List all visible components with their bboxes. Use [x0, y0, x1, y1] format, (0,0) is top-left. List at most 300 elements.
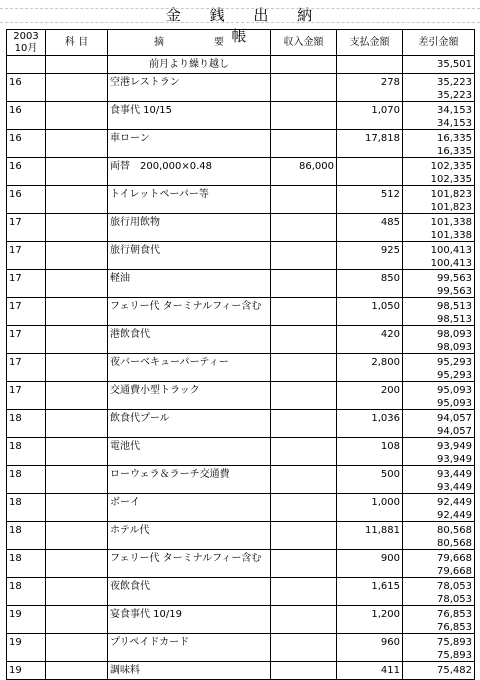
balance-subrow — [7, 315, 475, 326]
transaction-row — [7, 410, 475, 428]
category-cell — [46, 634, 108, 652]
expense-cell — [337, 455, 403, 466]
balance-cell: 76,853 — [403, 606, 475, 624]
expense-cell — [337, 158, 403, 176]
expense-cell — [337, 539, 403, 550]
income-cell — [271, 315, 337, 326]
transaction-row — [7, 634, 475, 652]
day-cell — [7, 427, 46, 438]
day-cell: 17 — [7, 354, 46, 372]
category-cell — [46, 382, 108, 400]
category-cell — [46, 427, 108, 438]
day-cell: 17 — [7, 326, 46, 344]
header-month: 10月 — [14, 42, 38, 54]
expense-cell — [337, 259, 403, 270]
balance-cell: 94,057 — [403, 410, 475, 428]
expense-cell — [337, 203, 403, 214]
balance-cell: 75,482 — [403, 662, 475, 680]
category-cell — [46, 438, 108, 456]
day-cell: 18 — [7, 550, 46, 568]
category-cell — [46, 56, 108, 74]
category-cell — [46, 511, 108, 522]
balance-cell: 76,853 — [403, 623, 475, 634]
day-cell — [7, 91, 46, 102]
expense-cell: 1,200 — [337, 606, 403, 624]
income-cell — [271, 231, 337, 242]
income-cell — [271, 119, 337, 130]
balance-cell: 93,949 — [403, 438, 475, 456]
day-cell — [7, 595, 46, 606]
income-cell — [271, 259, 337, 270]
day-cell: 18 — [7, 438, 46, 456]
category-cell — [46, 606, 108, 624]
balance-cell: 92,449 — [403, 511, 475, 522]
day-cell: 18 — [7, 578, 46, 596]
description-cell: 前月より繰り越し — [108, 56, 271, 74]
day-cell: 19 — [7, 634, 46, 652]
income-cell — [271, 175, 337, 186]
day-cell: 18 — [7, 410, 46, 428]
day-cell: 17 — [7, 298, 46, 316]
transaction-row — [7, 270, 475, 288]
category-cell — [46, 651, 108, 662]
description-cell: 夜飲食代 — [108, 578, 271, 596]
balance-cell: 16,335 — [403, 130, 475, 148]
transaction-row — [7, 74, 475, 92]
day-cell — [7, 315, 46, 326]
expense-cell: 411 — [337, 662, 403, 680]
expense-cell: 17,818 — [337, 130, 403, 148]
balance-subrow — [7, 539, 475, 550]
transaction-row — [7, 186, 475, 204]
expense-cell — [337, 119, 403, 130]
expense-cell — [337, 175, 403, 186]
expense-cell — [337, 567, 403, 578]
description-cell — [108, 539, 271, 550]
income-cell — [271, 634, 337, 652]
transaction-row — [7, 354, 475, 372]
expense-cell — [337, 56, 403, 74]
description-cell — [108, 427, 271, 438]
balance-cell: 35,223 — [403, 74, 475, 92]
income-cell — [271, 623, 337, 634]
day-cell — [7, 203, 46, 214]
description-cell: 空港レストラン — [108, 74, 271, 92]
description-cell — [108, 119, 271, 130]
income-cell — [271, 606, 337, 624]
balance-subrow — [7, 343, 475, 354]
income-cell — [271, 382, 337, 400]
balance-cell: 92,449 — [403, 494, 475, 512]
balance-cell: 98,513 — [403, 298, 475, 316]
balance-subrow — [7, 147, 475, 158]
description-cell — [108, 595, 271, 606]
balance-cell: 79,668 — [403, 567, 475, 578]
expense-cell: 500 — [337, 466, 403, 484]
transaction-row — [7, 522, 475, 540]
day-cell — [7, 539, 46, 550]
day-cell: 17 — [7, 382, 46, 400]
transaction-row — [7, 578, 475, 596]
expense-cell: 850 — [337, 270, 403, 288]
category-cell — [46, 343, 108, 354]
income-cell — [271, 56, 337, 74]
description-cell — [108, 175, 271, 186]
balance-subrow — [7, 259, 475, 270]
day-cell: 16 — [7, 158, 46, 176]
balance-cell: 93,449 — [403, 483, 475, 494]
balance-cell: 99,563 — [403, 287, 475, 298]
income-cell — [271, 427, 337, 438]
description-cell — [108, 315, 271, 326]
income-cell — [271, 595, 337, 606]
day-cell — [7, 231, 46, 242]
balance-cell: 102,335 — [403, 175, 475, 186]
category-cell — [46, 119, 108, 130]
balance-subrow — [7, 203, 475, 214]
expense-cell: 960 — [337, 634, 403, 652]
transaction-row — [7, 214, 475, 232]
expense-cell — [337, 343, 403, 354]
income-cell — [271, 662, 337, 680]
expense-cell: 420 — [337, 326, 403, 344]
expense-cell — [337, 147, 403, 158]
balance-cell: 79,668 — [403, 550, 475, 568]
category-cell — [46, 455, 108, 466]
category-cell — [46, 494, 108, 512]
category-cell — [46, 298, 108, 316]
income-cell — [271, 511, 337, 522]
balance-cell: 93,949 — [403, 455, 475, 466]
day-cell — [7, 511, 46, 522]
category-cell — [46, 231, 108, 242]
expense-cell — [337, 231, 403, 242]
income-cell — [271, 539, 337, 550]
category-cell — [46, 578, 108, 596]
description-cell: 両替 200,000×0.48 — [108, 158, 271, 176]
balance-subrow — [7, 455, 475, 466]
category-cell — [46, 623, 108, 634]
day-cell — [7, 399, 46, 410]
day-cell — [7, 623, 46, 634]
balance-subrow — [7, 427, 475, 438]
day-cell: 17 — [7, 270, 46, 288]
balance-cell: 100,413 — [403, 259, 475, 270]
expense-cell — [337, 483, 403, 494]
income-cell — [271, 438, 337, 456]
category-cell — [46, 147, 108, 158]
transaction-row — [7, 102, 475, 120]
category-cell — [46, 186, 108, 204]
income-cell — [271, 186, 337, 204]
day-cell: 18 — [7, 466, 46, 484]
balance-cell: 101,338 — [403, 231, 475, 242]
description-cell — [108, 483, 271, 494]
balance-cell: 101,338 — [403, 214, 475, 232]
transaction-row — [7, 298, 475, 316]
income-cell — [271, 287, 337, 298]
income-cell — [271, 651, 337, 662]
income-cell — [271, 102, 337, 120]
transaction-row — [7, 550, 475, 568]
description-cell — [108, 455, 271, 466]
header-year: 2003 — [13, 30, 39, 42]
balance-subrow — [7, 483, 475, 494]
balance-subrow — [7, 595, 475, 606]
day-cell — [7, 175, 46, 186]
expense-cell: 1,070 — [337, 102, 403, 120]
balance-subrow — [7, 119, 475, 130]
description-cell: 調味料 — [108, 662, 271, 680]
income-cell — [271, 522, 337, 540]
expense-cell: 278 — [337, 74, 403, 92]
category-cell — [46, 287, 108, 298]
description-cell — [108, 567, 271, 578]
description-cell: 旅行朝食代 — [108, 242, 271, 260]
category-cell — [46, 259, 108, 270]
description-cell: 車ローン — [108, 130, 271, 148]
expense-cell: 200 — [337, 382, 403, 400]
income-cell — [271, 567, 337, 578]
balance-cell: 75,893 — [403, 634, 475, 652]
description-cell — [108, 343, 271, 354]
income-cell — [271, 130, 337, 148]
description-cell: 交通費小型トラック — [108, 382, 271, 400]
balance-cell: 78,053 — [403, 595, 475, 606]
income-cell — [271, 74, 337, 92]
expense-cell: 1,615 — [337, 578, 403, 596]
balance-cell: 34,153 — [403, 119, 475, 130]
income-cell — [271, 242, 337, 260]
expense-cell — [337, 287, 403, 298]
day-cell: 17 — [7, 242, 46, 260]
expense-cell — [337, 623, 403, 634]
category-cell — [46, 102, 108, 120]
description-cell: ホテル代 — [108, 522, 271, 540]
category-cell — [46, 214, 108, 232]
income-cell — [271, 147, 337, 158]
day-cell — [7, 119, 46, 130]
balance-subrow — [7, 371, 475, 382]
expense-cell: 2,800 — [337, 354, 403, 372]
category-cell — [46, 315, 108, 326]
category-cell — [46, 74, 108, 92]
balance-cell: 98,093 — [403, 326, 475, 344]
income-cell — [271, 578, 337, 596]
expense-cell: 512 — [337, 186, 403, 204]
transaction-row — [7, 606, 475, 624]
category-cell — [46, 371, 108, 382]
day-cell — [7, 287, 46, 298]
balance-subrow — [7, 511, 475, 522]
balance-subrow — [7, 567, 475, 578]
balance-cell: 34,153 — [403, 102, 475, 120]
expense-cell: 11,881 — [337, 522, 403, 540]
transaction-row — [7, 438, 475, 456]
description-cell: フェリー代 ターミナルフィー含む — [108, 550, 271, 568]
description-cell: 飲食代プール — [108, 410, 271, 428]
balance-cell: 80,568 — [403, 522, 475, 540]
description-cell: プリペイドカード — [108, 634, 271, 652]
day-cell — [7, 483, 46, 494]
header-expense: 支払金額 — [337, 30, 403, 56]
day-cell: 16 — [7, 186, 46, 204]
balance-subrow — [7, 651, 475, 662]
category-cell — [46, 539, 108, 550]
description-cell: ローウェラ＆ラーチ交通費 — [108, 466, 271, 484]
expense-cell — [337, 371, 403, 382]
balance-cell: 95,093 — [403, 382, 475, 400]
income-cell — [271, 455, 337, 466]
description-cell: 旅行用飲物 — [108, 214, 271, 232]
balance-subrow — [7, 399, 475, 410]
expense-cell — [337, 91, 403, 102]
income-cell — [271, 550, 337, 568]
description-cell — [108, 91, 271, 102]
balance-subrow — [7, 91, 475, 102]
transaction-row — [7, 158, 475, 176]
description-cell: 食事代 10/15 — [108, 102, 271, 120]
expense-cell: 1,000 — [337, 494, 403, 512]
balance-subrow — [7, 231, 475, 242]
header-category: 科 目 — [46, 30, 108, 56]
income-cell — [271, 410, 337, 428]
category-cell — [46, 483, 108, 494]
category-cell — [46, 242, 108, 260]
transaction-row — [7, 382, 475, 400]
transaction-row — [7, 466, 475, 484]
income-cell — [271, 466, 337, 484]
income-cell — [271, 214, 337, 232]
category-cell — [46, 410, 108, 428]
cash-ledger-table — [6, 29, 475, 680]
expense-cell: 1,036 — [337, 410, 403, 428]
category-cell — [46, 354, 108, 372]
transaction-row — [7, 130, 475, 148]
balance-cell: 95,093 — [403, 399, 475, 410]
day-cell: 18 — [7, 494, 46, 512]
description-cell: ボーイ — [108, 494, 271, 512]
day-cell — [7, 343, 46, 354]
income-cell — [271, 270, 337, 288]
income-cell — [271, 203, 337, 214]
carry-over-row — [7, 56, 475, 74]
balance-subrow — [7, 623, 475, 634]
description-cell — [108, 511, 271, 522]
description-cell — [108, 371, 271, 382]
expense-cell — [337, 651, 403, 662]
income-cell — [271, 326, 337, 344]
income-cell — [271, 483, 337, 494]
income-cell — [271, 298, 337, 316]
category-cell — [46, 326, 108, 344]
balance-cell: 101,823 — [403, 186, 475, 204]
category-cell — [46, 158, 108, 176]
expense-cell — [337, 427, 403, 438]
description-cell — [108, 147, 271, 158]
ledger-title: 金 銭 出 納 帳 — [165, 6, 325, 45]
category-cell — [46, 91, 108, 102]
ledger-body — [7, 56, 475, 680]
category-cell — [46, 595, 108, 606]
expense-cell — [337, 595, 403, 606]
day-cell: 16 — [7, 130, 46, 148]
balance-cell: 98,513 — [403, 315, 475, 326]
balance-cell: 93,449 — [403, 466, 475, 484]
description-cell: 港飲食代 — [108, 326, 271, 344]
day-cell: 19 — [7, 606, 46, 624]
description-cell — [108, 231, 271, 242]
day-cell: 16 — [7, 74, 46, 92]
expense-cell — [337, 315, 403, 326]
balance-cell: 99,563 — [403, 270, 475, 288]
day-cell — [7, 455, 46, 466]
balance-cell: 100,413 — [403, 242, 475, 260]
description-cell: 夜バーベキューパーティー — [108, 354, 271, 372]
income-cell — [271, 399, 337, 410]
category-cell — [46, 175, 108, 186]
balance-cell: 101,823 — [403, 203, 475, 214]
day-cell — [7, 147, 46, 158]
description-cell — [108, 259, 271, 270]
description-cell: トイレットペーパー等 — [108, 186, 271, 204]
category-cell — [46, 203, 108, 214]
description-cell — [108, 399, 271, 410]
income-cell — [271, 343, 337, 354]
balance-cell: 35,501 — [403, 56, 475, 74]
transaction-row — [7, 326, 475, 344]
expense-cell: 1,050 — [337, 298, 403, 316]
transaction-row — [7, 662, 475, 680]
day-cell — [7, 651, 46, 662]
transaction-row — [7, 242, 475, 260]
header-date — [7, 30, 46, 56]
expense-cell: 485 — [337, 214, 403, 232]
expense-cell — [337, 511, 403, 522]
description-cell — [108, 287, 271, 298]
income-cell: 86,000 — [271, 158, 337, 176]
balance-subrow — [7, 175, 475, 186]
category-cell — [46, 466, 108, 484]
transaction-row — [7, 494, 475, 512]
category-cell — [46, 130, 108, 148]
balance-cell: 95,293 — [403, 371, 475, 382]
expense-cell — [337, 399, 403, 410]
description-cell — [108, 623, 271, 634]
category-cell — [46, 522, 108, 540]
expense-cell: 108 — [337, 438, 403, 456]
balance-cell: 94,057 — [403, 427, 475, 438]
income-cell — [271, 354, 337, 372]
category-cell — [46, 550, 108, 568]
day-cell: 16 — [7, 102, 46, 120]
sheet-gridline — [0, 8, 480, 9]
expense-cell: 925 — [337, 242, 403, 260]
balance-cell: 102,335 — [403, 158, 475, 176]
day-cell: 18 — [7, 522, 46, 540]
balance-cell: 35,223 — [403, 91, 475, 102]
description-cell — [108, 651, 271, 662]
day-cell — [7, 259, 46, 270]
category-cell — [46, 567, 108, 578]
balance-cell: 16,335 — [403, 147, 475, 158]
category-cell — [46, 662, 108, 680]
balance-cell: 98,093 — [403, 343, 475, 354]
description-cell — [108, 203, 271, 214]
header-row — [7, 30, 475, 56]
balance-cell: 95,293 — [403, 354, 475, 372]
sheet-gridline — [0, 22, 480, 23]
